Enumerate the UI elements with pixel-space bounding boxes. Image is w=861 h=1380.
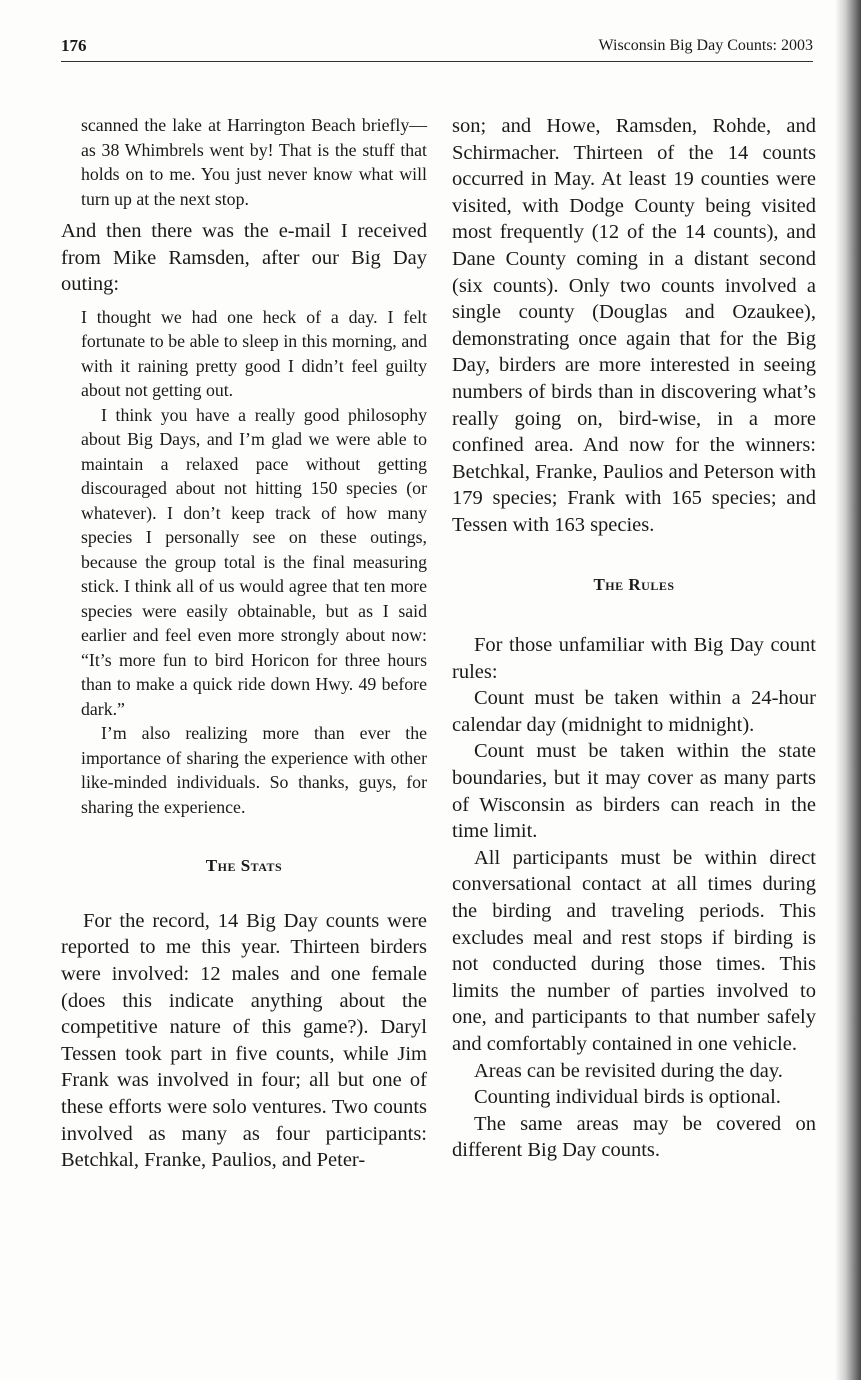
email-quote-paragraph: I’m also realizing more than ever the importance of sharing the experience with other like-minded individuals. So thanks, guys, for sharing the experience. — [81, 723, 427, 817]
rules-heading: The Rules — [593, 574, 675, 594]
rule-item: Count must be taken within the state boundaries, but it may cover as many parts of Wisconsin as birders can reach in the time limit. — [452, 740, 816, 843]
quote-harrington-beach: scanned the lake at Harrington Beach briefly—as 38 Whimbrels went by! That is the stuff that holds on to me. You just never know what will turn up at the next stop. — [81, 115, 427, 209]
rule-item: All participants must be within direct conversational contact at all times during the birding and traveling periods. This excludes meal and rest stops if birding is not conducted during those times. This limits the number of parties involved to one, and participants to that number safely and comfortably contained in one vehicle. — [452, 846, 816, 1055]
page-edge-shadow — [835, 0, 861, 1380]
rules-intro: For those unfamiliar with Big Day count rules: — [452, 634, 816, 683]
email-quote-paragraph: I think you have a really good philosophy about Big Days, and I’m glad we were able to maintain a relaxed pace without getting discouraged about not hitting 150 species (or whatever). I don’t keep track of how many species I personally see on these outings, because the group total is the final measuring stick. I think all of us would agree that ten more species were easily obtainable, but as I said earlier and feel even more strongly about now: “It’s more fun to bird Horicon for three hours than to make a quick ride down Hwy. 49 before dark.” — [81, 404, 427, 719]
right-column — [452, 113, 816, 1164]
stats-heading: The Stats — [205, 856, 283, 876]
journal-title: Wisconsin Big Day Counts: 2003 — [598, 37, 813, 54]
rule-item: Counting individual birds is optional. — [474, 1086, 781, 1109]
rule-item: The same areas may be covered on different Big Day counts. — [452, 1112, 816, 1162]
email-intro-paragraph: And then there was the e-mail I received from Mike Ramsden, after our Big Day outing: — [61, 220, 427, 296]
left-column — [61, 113, 427, 1174]
stats-paragraph-continued: son; and Howe, Ramsden, Rohde, and Schirmacher. Thirteen of the 14 counts occurred in May. At least 19 counties were visited, with Dodge County being visited most frequently (12 of the 14 counts), and Dane County coming in a distant second (six counts). Only two counts involved a single county (Douglas and Ozaukee), demonstrating once again that for the Big Day, birders are more interested in seeing numbers of birds than in discovering what’s really going on, bird-wise, in a more confined area. And now for the winners: Betchkal, Franke, Paulios and Peterson with 179 species; Frank with 165 species; and Tessen with 163 species. — [452, 115, 816, 536]
rule-item: Areas can be revisited during the day. — [474, 1059, 783, 1082]
stats-paragraph: For the record, 14 Big Day counts were reported to me this year. Thirteen birders were involved: 12 males and one female (does this indicate anything about the competitive nature of this game?). Daryl Tessen took part in five counts, while Jim Frank was involved in four; all but one of these efforts were solo ventures. Two counts involved as many as four participants: Betchkal, Franke, Paulios, and Peter- — [61, 909, 427, 1172]
page-number: 176 — [61, 36, 87, 55]
running-header — [61, 36, 813, 60]
header-rule — [61, 61, 813, 62]
rule-item: Count must be taken within a 24-hour calendar day (midnight to midnight). — [452, 687, 816, 736]
email-quote-paragraph: I thought we had one heck of a day. I felt fortunate to be able to sleep in this morning, and with it raining pretty good I didn’t feel guilty about not getting out. — [81, 306, 427, 401]
